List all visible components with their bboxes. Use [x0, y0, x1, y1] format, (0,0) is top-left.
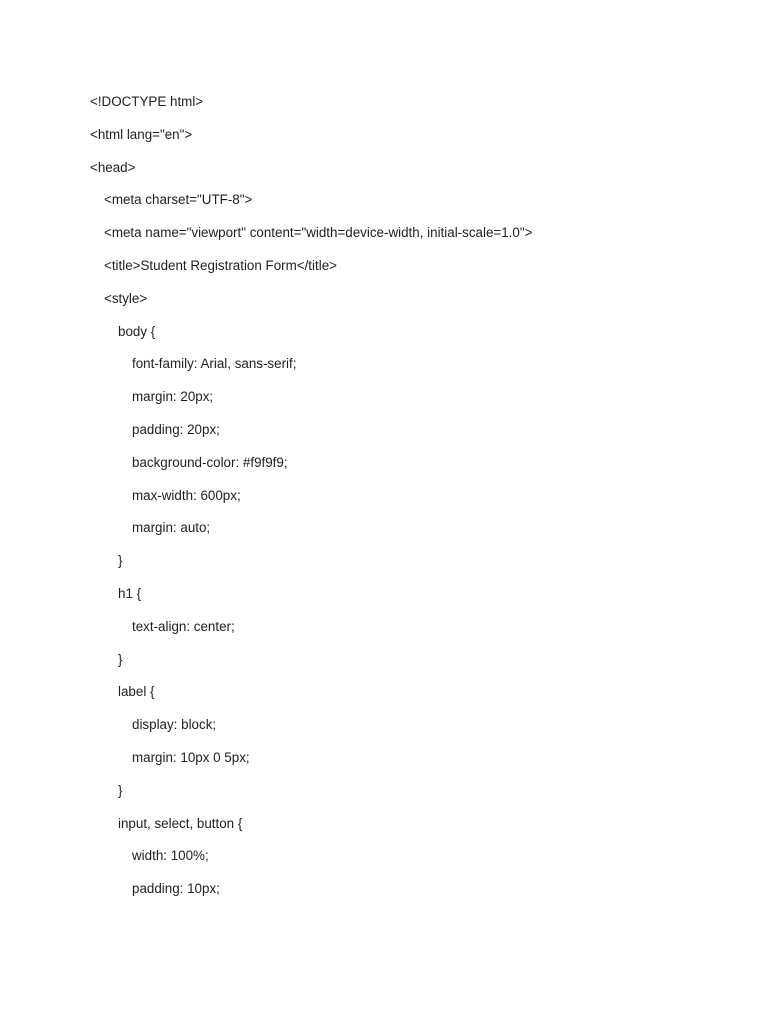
code-line: <meta name="viewport" content="width=device-width, initial-scale=1.0">: [104, 225, 533, 241]
code-line: padding: 20px;: [132, 421, 220, 437]
code-line: max-width: 600px;: [132, 487, 241, 503]
code-line: margin: auto;: [132, 520, 211, 536]
code-line: }: [118, 782, 123, 798]
code-line: width: 100%;: [132, 848, 209, 864]
code-line: label {: [118, 684, 155, 700]
code-line: }: [118, 651, 123, 667]
code-line: <style>: [104, 290, 148, 306]
code-line: h1 {: [118, 585, 142, 601]
code-line: margin: 10px 0 5px;: [132, 749, 250, 765]
code-line: text-align: center;: [132, 618, 235, 634]
code-line: display: block;: [132, 717, 217, 733]
code-line: padding: 10px;: [132, 881, 220, 897]
code-line: body {: [118, 323, 156, 339]
code-line: background-color: #f9f9f9;: [132, 454, 288, 470]
code-line: <!DOCTYPE html>: [90, 94, 204, 109]
code-line: }: [118, 553, 123, 569]
code-line: input, select, button {: [118, 815, 243, 831]
code-text-block: [90, 92, 532, 912]
code-line: <meta charset="UTF-8">: [104, 192, 253, 208]
code-line: <title>Student Registration Form</title>: [104, 257, 337, 273]
code-line: margin: 20px;: [132, 389, 214, 405]
code-line: <html lang="en">: [90, 126, 193, 142]
code-line: font-family: Arial, sans-serif;: [132, 356, 297, 372]
code-line: <head>: [90, 159, 136, 175]
